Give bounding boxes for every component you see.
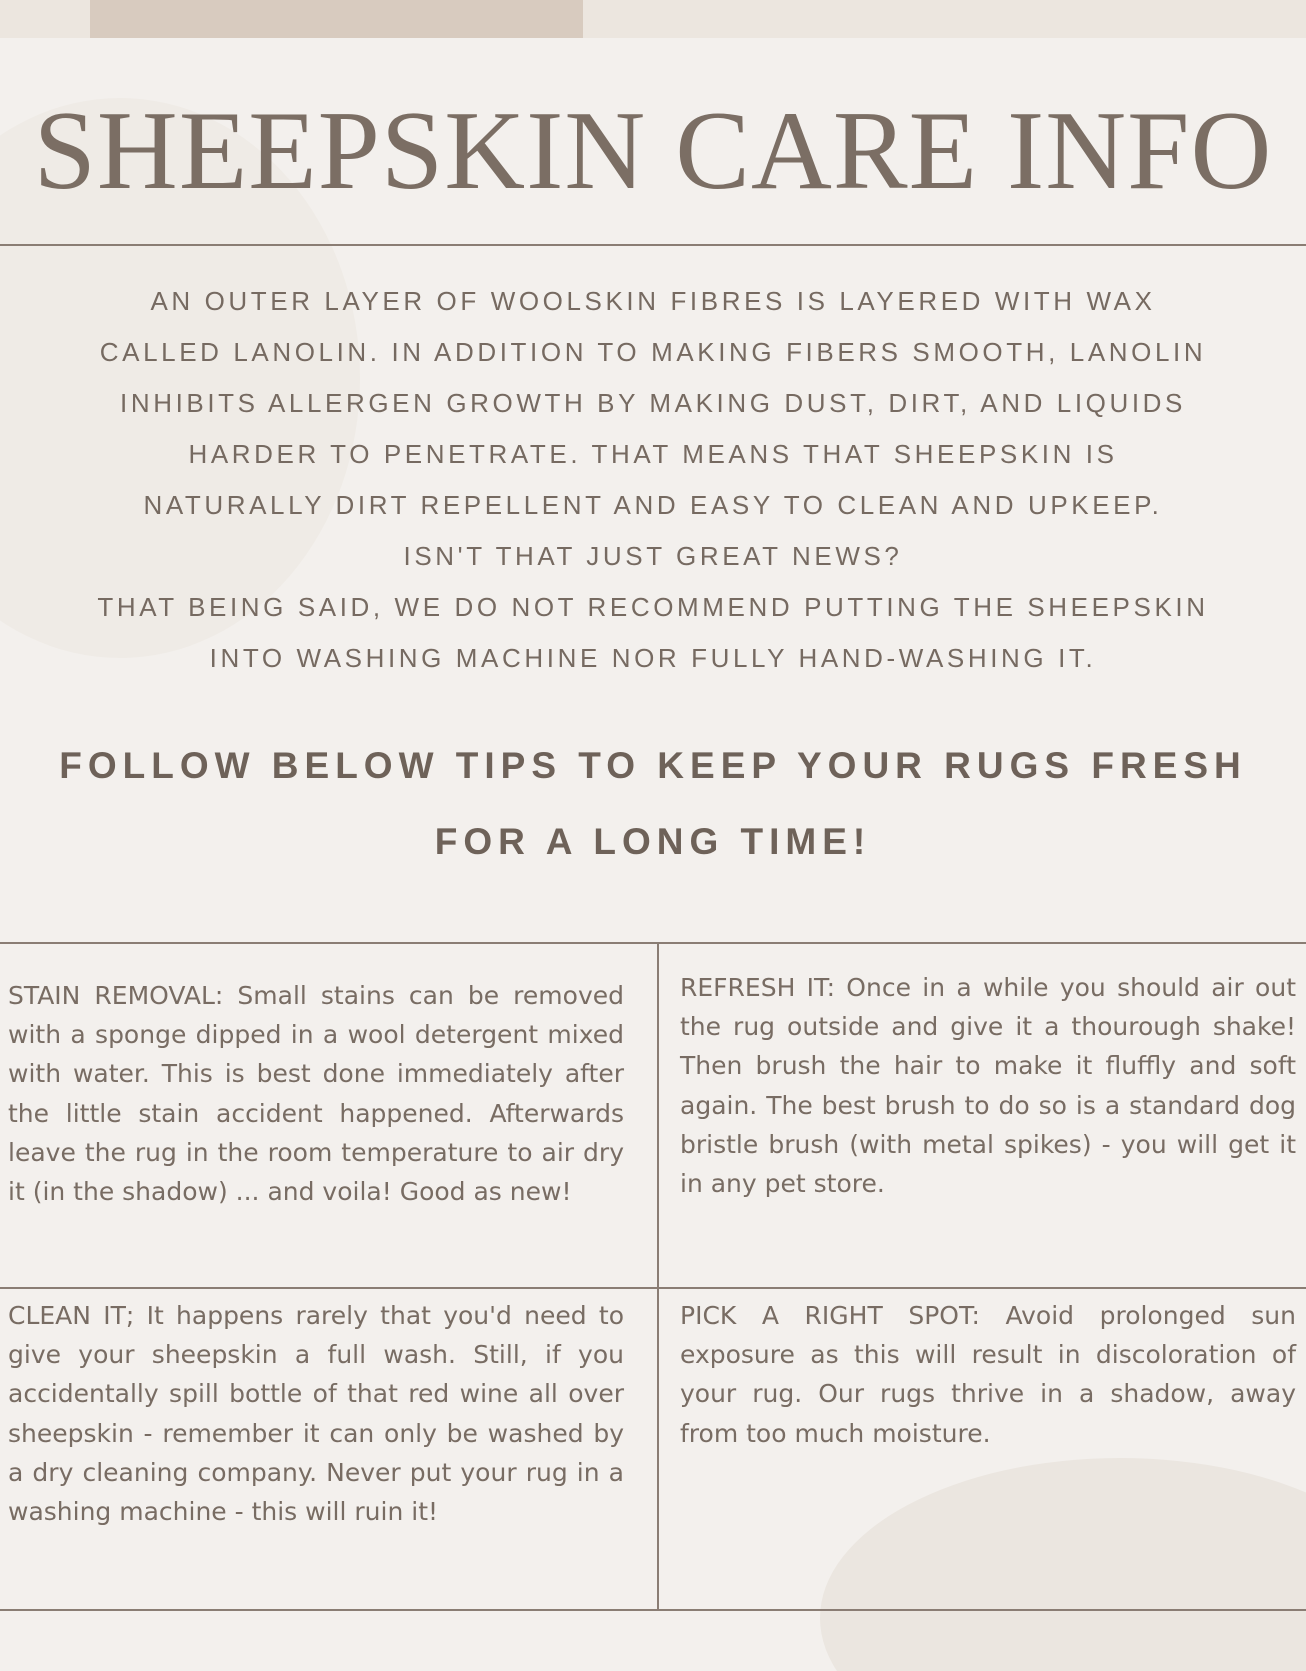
grid-top-border xyxy=(0,942,1306,944)
intro-line: AN OUTER LAYER OF WOOLSKIN FIBRES IS LAYERED WITH WAX xyxy=(150,286,1156,316)
top-decor-strip xyxy=(0,0,1306,38)
tips-heading xyxy=(0,728,1306,880)
grid-column-divider xyxy=(657,944,659,1609)
intro-line: CALLED LANOLIN. IN ADDITION TO MAKING FIBERS SMOOTH, LANOLIN xyxy=(99,337,1207,367)
care-sheet xyxy=(0,38,1306,1671)
intro-line: HARDER TO PENETRATE. THAT MEANS THAT SHEEPSKIN IS xyxy=(188,439,1118,469)
tips-heading-line: FOR A LONG TIME! xyxy=(434,821,872,862)
grid-middle-border xyxy=(0,1287,1306,1289)
tip-stain-removal: STAIN REMOVAL: Small stains can be removed with a sponge dipped in a wool detergent mixed with water. This is best done immediately after the little stain accident happened. Afterwards leave the rug in the room temperature to air dry it (in the shadow) ... and voila! Good as new! xyxy=(8,981,624,1207)
page-title: SHEEPSKIN CARE INFO xyxy=(33,89,1273,213)
intro-line: NATURALLY DIRT REPELLENT AND EASY TO CLEAN AND UPKEEP. xyxy=(143,490,1163,520)
intro-line: INTO WASHING MACHINE NOR FULLY HAND-WASHING IT. xyxy=(209,643,1097,673)
grid-bottom-border xyxy=(0,1609,1306,1611)
tips-heading-line: FOLLOW BELOW TIPS TO KEEP YOUR RUGS FRESH xyxy=(59,745,1247,786)
title-divider xyxy=(0,244,1306,246)
tip-refresh-it: REFRESH IT: Once in a while you should air out the rug outside and give it a thourough shake! Then brush the hair to make it fluffly and soft again. The best brush to do so is a standard dog bristle brush (with metal spikes) - you will get it in any pet store. xyxy=(680,973,1296,1199)
background-blob xyxy=(820,1458,1306,1671)
intro-line: THAT BEING SAID, WE DO NOT RECOMMEND PUTTING THE SHEEPSKIN xyxy=(97,592,1209,622)
intro-text xyxy=(0,276,1306,684)
tip-pick-spot: PICK A RIGHT SPOT: Avoid prolonged sun exposure as this will result in discoloration of your rug. Our rugs thrive in a shadow, away from too much moisture. xyxy=(680,1301,1296,1448)
intro-line: INHIBITS ALLERGEN GROWTH BY MAKING DUST, DIRT, AND LIQUIDS xyxy=(120,388,1186,418)
top-decor-block xyxy=(90,0,583,38)
tip-clean-it: CLEAN IT; It happens rarely that you'd need to give your sheepskin a full wash. Still, if you accidentally spill bottle of that red wine all over sheepskin - remember it can only be washed by a dry cleaning company. Never put your rug in a washing machine - this will ruin it! xyxy=(8,1301,624,1527)
intro-line: ISN'T THAT JUST GREAT NEWS? xyxy=(403,541,903,571)
